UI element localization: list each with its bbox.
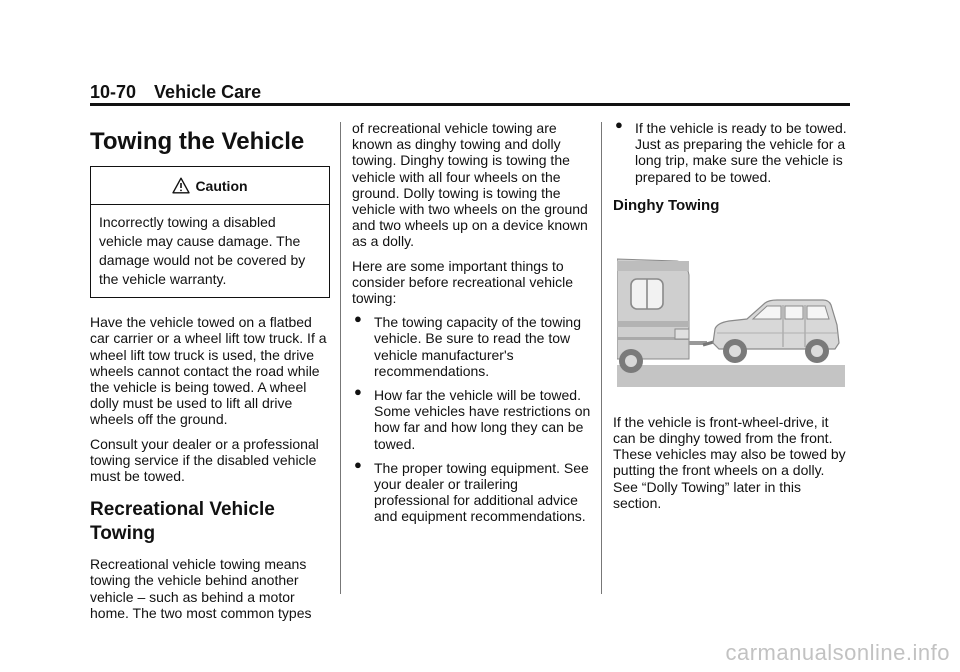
column-3 [613, 117, 849, 519]
warning-triangle-icon [172, 177, 190, 197]
list-item-text: How far the vehicle will be towed. Some vehicles have restrictions on how far and how long they can be towed. [374, 387, 591, 452]
subsection-heading: Dinghy Towing [613, 196, 720, 214]
list-item-text: The proper towing equipment. See your dealer or trailering professional for additional advice and equipment recommendations. [374, 459, 589, 525]
caution-header [91, 167, 329, 205]
list-item-text: If the vehicle is ready to be towed. Just as preparing the vehicle for a long trip, make sure the vehicle is prepared to be towed. [635, 120, 847, 185]
paragraph: Have the vehicle towed on a flatbed car carrier or a wheel lift tow truck. If a wheel lift tow truck is used, the drive wheels cannot contact the road while the vehicle is being towed. A wheel dolly must be used to lift all drive wheels off the ground. [90, 314, 327, 428]
list-item [352, 311, 592, 379]
caution-box [90, 166, 330, 298]
paragraph: If the vehicle is front-wheel-drive, it can be dinghy towed from the front. These vehicles may also be towed by putting the front wheels on a dolly. See “Dolly Towing” later in this section. [613, 413, 846, 511]
page-number: 10-70 [90, 82, 137, 102]
bullet-icon: ● [354, 456, 362, 472]
paragraph: of recreational vehicle towing are known as dinghy towing and dolly towing. Dinghy towing is towing the vehicle with all four wheels on the ground. Dolly towing is towing the vehicle with two wheels on the ground and two wheels up on a device known as a dolly. [352, 120, 588, 250]
column-divider-1 [340, 122, 341, 594]
paragraph: Recreational vehicle towing means towing the vehicle behind another vehicle – such as behind a motor home. The two most common types [90, 556, 312, 621]
section-heading: Recreational Vehicle Towing [90, 499, 275, 545]
bullet-icon: ● [354, 384, 362, 400]
list-item [613, 117, 849, 185]
bullet-list [352, 311, 592, 525]
paragraph: Consult your dealer or a professional towing service if the disabled vehicle must be towed. [90, 435, 319, 485]
caution-text: Incorrectly towing a disabled vehicle may cause damage. The damage would not be covered by the vehicle warranty. [99, 214, 306, 288]
list-item-text: The towing capacity of the towing vehicle. Be sure to read the tow vehicle manufacturer's recommendations. [374, 314, 582, 379]
bullet-icon: ● [615, 117, 623, 132]
column-2 [352, 120, 592, 533]
dinghy-towing-illustration [617, 225, 845, 400]
header-rule [90, 103, 850, 106]
list-item [352, 456, 592, 525]
list-item [352, 384, 592, 452]
paragraph: Here are some important things to consider before recreational vehicle towing: [352, 257, 574, 307]
column-divider-2 [601, 122, 602, 594]
watermark: carmanualsonline.info [725, 640, 950, 665]
caution-label: Caution [195, 178, 248, 194]
column-1 [90, 120, 330, 629]
section-title: Vehicle Care [154, 82, 262, 102]
main-heading: Towing the Vehicle [90, 128, 305, 155]
bullet-icon: ● [354, 311, 362, 327]
page-header [90, 82, 261, 103]
bullet-list [613, 117, 849, 185]
